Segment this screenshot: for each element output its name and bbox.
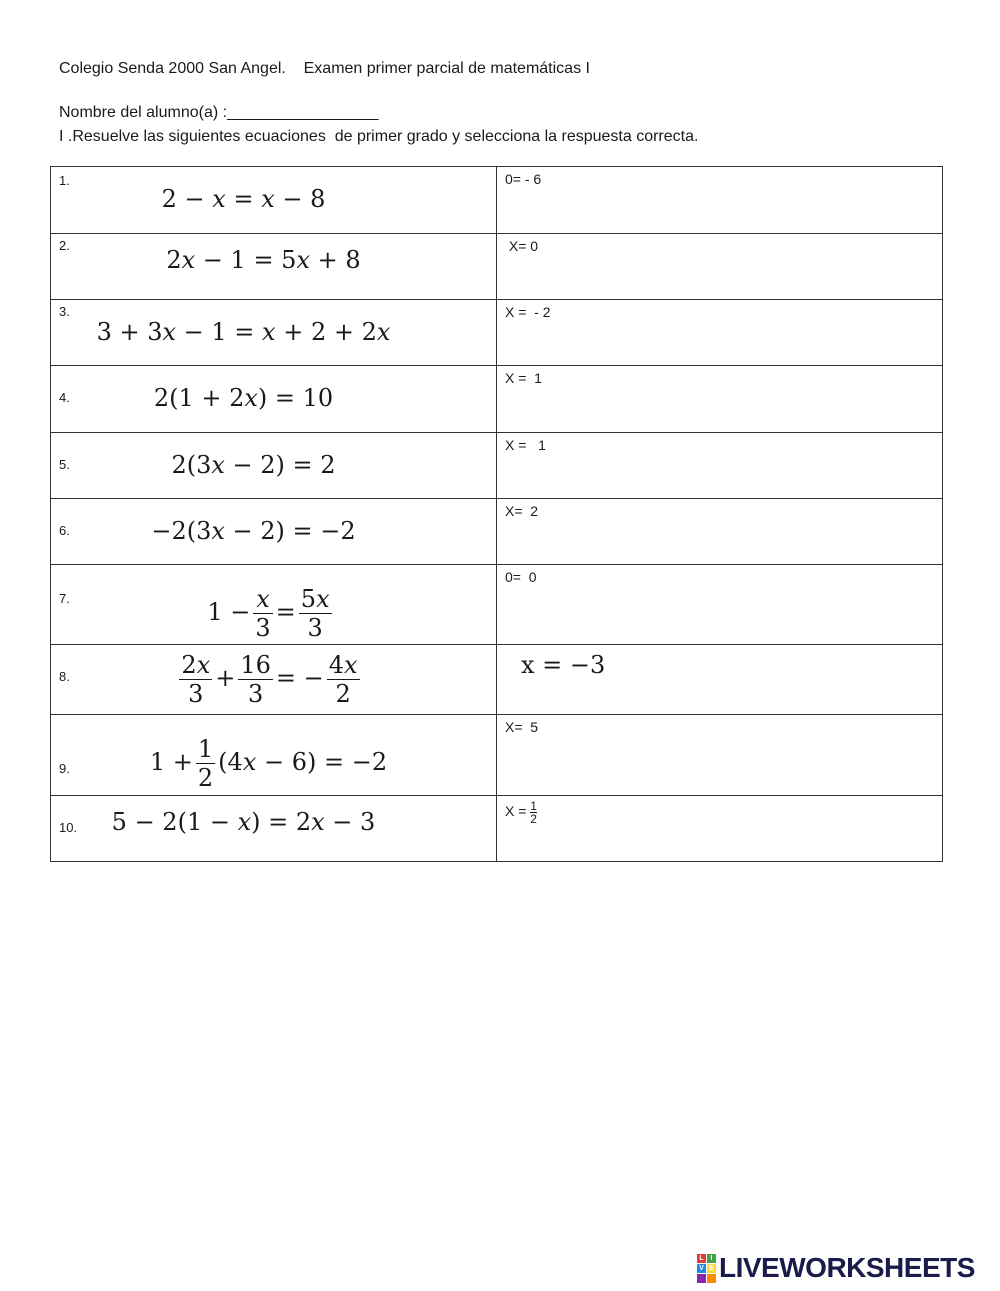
table-row xyxy=(51,499,943,565)
answer-option[interactable]: X= 5 xyxy=(505,719,539,735)
logo-icon xyxy=(697,1254,716,1283)
answer-cell[interactable] xyxy=(497,796,943,862)
answer-option[interactable]: 0= 0 xyxy=(505,569,537,585)
answer-cell[interactable] xyxy=(497,715,943,796)
equation-9: 1 + $\frac{1}{2}$ (4x − 6) = −2 xyxy=(149,735,388,792)
equation-4: 2(1 + 2x) = 10 xyxy=(153,384,334,412)
equation-5: 2(3x − 2) = 2 xyxy=(171,451,336,479)
answer-fraction: $\frac{1}{2}$ xyxy=(530,799,537,826)
question-cell xyxy=(51,366,497,433)
liveworksheets-logo xyxy=(697,1253,975,1283)
table-row xyxy=(51,300,943,366)
equation-1: 2 − x = x − 8 xyxy=(161,185,326,213)
question-cell xyxy=(51,499,497,565)
answer-cell[interactable] xyxy=(497,499,943,565)
question-number: 7. xyxy=(59,591,70,606)
question-cell xyxy=(51,715,497,796)
question-number: 6. xyxy=(59,523,70,538)
exam-table xyxy=(50,166,943,862)
question-cell xyxy=(51,645,497,715)
question-cell xyxy=(51,300,497,366)
table-row xyxy=(51,645,943,715)
logo-block xyxy=(697,1274,706,1283)
instructions: I .Resuelve las siguientes ecuaciones de primer grado y selecciona la respuesta correcta. xyxy=(59,128,699,145)
question-number: 9. xyxy=(59,761,70,776)
answer-option[interactable]: X = 1 xyxy=(505,370,542,386)
question-number: 3. xyxy=(59,304,70,319)
question-cell xyxy=(51,167,497,234)
answer-option[interactable]: 0= - 6 xyxy=(505,171,542,187)
table-row xyxy=(51,796,943,862)
logo-block: I xyxy=(707,1254,716,1263)
logo-block: L xyxy=(697,1254,706,1263)
question-number: 4. xyxy=(59,390,70,405)
logo-text: LIVEWORKSHEETS xyxy=(719,1252,975,1283)
table-row xyxy=(51,366,943,433)
question-cell xyxy=(51,796,497,862)
table-row xyxy=(51,167,943,234)
question-number: 8. xyxy=(59,669,70,684)
answer-cell[interactable] xyxy=(497,234,943,300)
answer-cell[interactable] xyxy=(497,645,943,715)
logo-block: E xyxy=(707,1264,716,1273)
school-exam-title: Colegio Senda 2000 San Angel. Examen primer parcial de matemáticas I xyxy=(59,60,590,77)
question-cell xyxy=(51,433,497,499)
answer-option[interactable]: x = −3 xyxy=(521,651,606,679)
table-row xyxy=(51,234,943,300)
answer-cell[interactable] xyxy=(497,565,943,645)
answer-cell[interactable] xyxy=(497,167,943,234)
question-number: 1. xyxy=(59,173,70,188)
answer-cell[interactable] xyxy=(497,366,943,433)
question-cell xyxy=(51,234,497,300)
equation-3: 3 + 3x − 1 = x + 2 + 2x xyxy=(96,318,391,346)
table-row xyxy=(51,715,943,796)
answer-option[interactable]: X = 1 xyxy=(505,437,546,453)
student-name-line: Nombre del alumno(a) :_________________ xyxy=(59,104,379,121)
answer-option[interactable]: X= 0 xyxy=(505,238,539,254)
equation-6: −2(3x − 2) = −2 xyxy=(151,517,356,545)
equation-2: 2x − 1 = 5x + 8 xyxy=(166,246,361,274)
answer-cell[interactable] xyxy=(497,433,943,499)
logo-block: V xyxy=(697,1264,706,1273)
question-number: 2. xyxy=(59,238,70,253)
question-number: 5. xyxy=(59,457,70,472)
answer-option[interactable]: X = - 2 xyxy=(505,304,551,320)
question-number: 10. xyxy=(59,820,78,835)
answer-option[interactable] xyxy=(505,800,537,825)
table-row xyxy=(51,433,943,499)
answer-label: X = xyxy=(505,803,531,820)
logo-block xyxy=(707,1274,716,1283)
question-cell xyxy=(51,565,497,645)
equation-7: 1 − $\frac{x}{3}$ = $\frac{5x}{3}$ xyxy=(207,585,330,642)
answer-option[interactable]: X= 2 xyxy=(505,503,539,519)
answer-cell[interactable] xyxy=(497,300,943,366)
equation-8: $\frac{2x}{3}$ + $\frac{16}{3}$ = − $\frac{4x}{2}$ xyxy=(181,651,358,708)
table-row xyxy=(51,565,943,645)
equation-10: 5 − 2(1 − x) = 2x − 3 xyxy=(111,808,376,836)
